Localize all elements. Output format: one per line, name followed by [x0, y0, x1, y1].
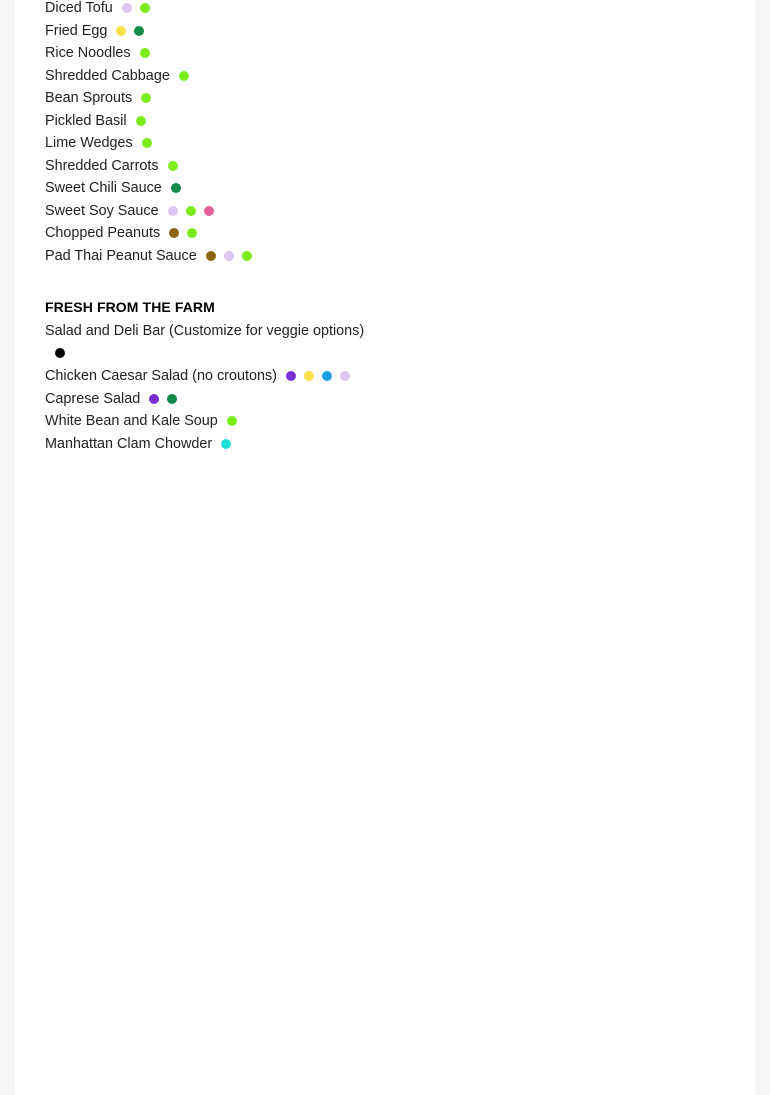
dietary-dot-lime-icon [187, 228, 197, 238]
dietary-dot-pink-icon [204, 206, 214, 216]
dietary-dot-lavender-icon [224, 251, 234, 261]
menu-item-name: Fried Egg [45, 22, 108, 39]
dietary-dot-lime-icon [168, 161, 178, 171]
menu-item [45, 413, 364, 436]
menu-item-name: Salad and Deli Bar (Customize for veggie options) [45, 323, 365, 339]
menu-item [45, 436, 364, 459]
menu-item [45, 23, 256, 46]
menu-item-name: Lime Wedges [45, 135, 133, 151]
dietary-dot-lime-icon [140, 48, 150, 58]
menu-item-name: Shredded Cabbage [45, 67, 170, 84]
dietary-dots [137, 90, 155, 107]
dietary-dot-brown-icon [169, 228, 179, 238]
dietary-dot-lime-icon [227, 416, 237, 426]
menu-item [45, 203, 256, 226]
dietary-dot-yellow-icon [304, 371, 314, 381]
dietary-dot-black-icon [55, 348, 65, 358]
menu-item [45, 90, 256, 113]
section-heading: FRESH FROM THE FARM [45, 299, 215, 315]
dietary-dot-cyan-icon [221, 439, 231, 449]
dietary-dot-lime-icon [186, 206, 196, 216]
dietary-dots [55, 344, 364, 354]
dietary-dots [138, 135, 156, 152]
dietary-dots [202, 248, 256, 265]
dietary-dots [282, 368, 354, 385]
dietary-dots [164, 203, 218, 220]
dietary-dot-lime-icon [179, 71, 189, 81]
menu-item-name: Caprese Salad [45, 390, 141, 407]
dietary-dots [145, 391, 181, 408]
menu-item-name: Pad Thai Peanut Sauce [45, 247, 197, 264]
dietary-dot-lime-icon [242, 251, 252, 261]
menu-item [45, 0, 256, 23]
station-section-noodles [45, 0, 256, 270]
dietary-dot-lime-icon [141, 93, 151, 103]
station-section-farm [45, 297, 364, 458]
menu-item-name: Rice Noodles [45, 45, 131, 61]
menu-item [45, 323, 364, 368]
menu-item-name: Chopped Peanuts [45, 225, 161, 241]
menu-item [45, 113, 256, 136]
menu-item [45, 135, 256, 158]
dietary-dots [164, 158, 182, 175]
menu-item [45, 180, 256, 203]
menu-item-name: Sweet Soy Sauce [45, 202, 159, 219]
dietary-dot-purple-icon [149, 394, 159, 404]
menu-item-name: Sweet Chili Sauce [45, 180, 162, 196]
dietary-dots [217, 436, 235, 453]
menu-item-name: Bean Sprouts [45, 90, 133, 106]
menu-item-name: Manhattan Clam Chowder [45, 435, 213, 452]
menu-item-list [45, 0, 256, 270]
dietary-dots [132, 113, 150, 130]
dietary-dot-lavender-icon [340, 371, 350, 381]
menu-item-name: White Bean and Kale Soup [45, 413, 218, 429]
dietary-dot-blue-icon [322, 371, 332, 381]
menu-item [45, 391, 364, 414]
dietary-dots [165, 225, 201, 242]
menu-item-name: Pickled Basil [45, 112, 127, 129]
dietary-dot-dark-green-icon [134, 26, 144, 36]
dietary-dot-dark-green-icon [171, 183, 181, 193]
dietary-dot-lavender-icon [122, 3, 132, 13]
menu-item [45, 45, 256, 68]
menu-item [45, 225, 256, 248]
dietary-dot-lime-icon [142, 138, 152, 148]
dietary-dot-yellow-icon [116, 26, 126, 36]
dietary-dots [136, 45, 154, 62]
dietary-dots [167, 180, 185, 197]
dietary-dots [175, 68, 193, 85]
dietary-dot-lime-icon [140, 3, 150, 13]
menu-item-list [45, 323, 364, 458]
dietary-dot-dark-green-icon [167, 394, 177, 404]
menu-item [45, 158, 256, 181]
menu-item-name: Diced Tofu [45, 0, 113, 16]
menu-page [15, 0, 755, 1095]
dietary-dot-brown-icon [206, 251, 216, 261]
dietary-dots [223, 413, 241, 430]
menu-item-name: Chicken Caesar Salad (no croutons) [45, 368, 277, 384]
menu-item-name: Shredded Carrots [45, 157, 159, 174]
dietary-dots [112, 23, 148, 40]
dietary-dot-lime-icon [136, 116, 146, 126]
menu-item [45, 368, 364, 391]
menu-item [45, 68, 256, 91]
dietary-dot-purple-icon [286, 371, 296, 381]
dietary-dots [118, 0, 154, 17]
dietary-dot-lavender-icon [168, 206, 178, 216]
menu-item [45, 248, 256, 271]
